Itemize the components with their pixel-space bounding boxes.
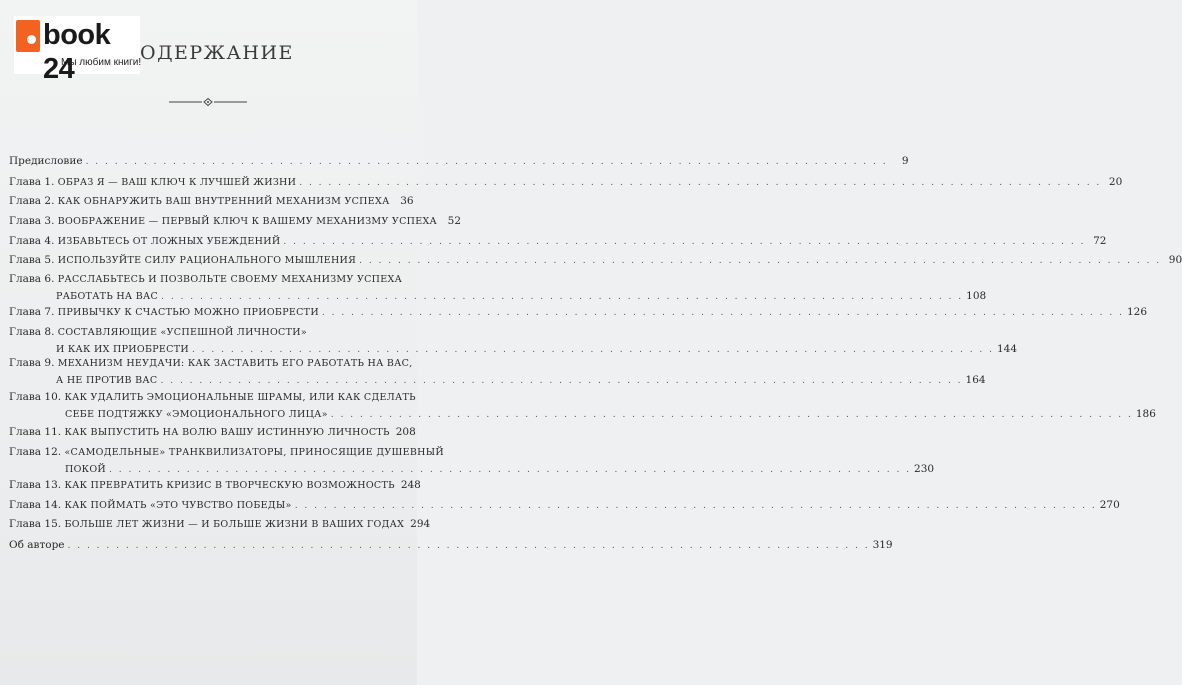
toc-label: Глава 6. [9, 273, 55, 285]
toc-line [9, 372, 986, 389]
toc-text [9, 444, 444, 461]
toc-leader-dots [331, 407, 1133, 424]
page-title: ОДЕРЖАНИЕ [140, 42, 294, 64]
toc-line [9, 233, 1107, 250]
toc-entry [9, 153, 909, 170]
toc-line [9, 153, 909, 170]
toc-text [9, 537, 65, 554]
toc-label: Глава 3. [9, 215, 55, 227]
toc-page-number: 9 [901, 155, 909, 167]
toc-chapter-title: «САМОДЕЛЬНЫЕ» ТРАНКВИЛИЗАТОРЫ, ПРИНОСЯЩИЕ ДУШЕВНЫЙ [64, 447, 444, 458]
toc-entry [9, 233, 1107, 250]
toc-page-number: 186 [1135, 408, 1156, 420]
toc-chapter-title-continued: СЕБЕ ПОДТЯЖКУ «ЭМОЦИОНАЛЬНОГО ЛИЦА» [65, 409, 328, 420]
toc-page-number: 90 [1168, 254, 1182, 266]
toc-line [9, 497, 1120, 514]
toc-line [9, 213, 462, 230]
toc-line [9, 271, 403, 288]
toc-line [9, 288, 987, 305]
toc-chapter-title: РАССЛАБЬТЕСЬ И ПОЗВОЛЬТЕ СВОЕМУ МЕХАНИЗМУ УСПЕХА [57, 274, 403, 285]
toc-text [9, 324, 307, 341]
toc-chapter-title: КАК ПРЕВРАТИТЬ КРИЗИС В ТВОРЧЕСКУЮ ВОЗМОЖНОСТЬ [64, 480, 395, 491]
toc-chapter-title: ПРИВЫЧКУ К СЧАСТЬЮ МОЖНО ПРИОБРЕСТИ [57, 307, 319, 318]
toc-line [9, 174, 1123, 191]
toc-text [9, 193, 390, 210]
toc-chapter-title-continued: ПОКОЙ [65, 464, 106, 475]
toc-chapter-title: БОЛЬШЕ ЛЕТ ЖИЗНИ — И БОЛЬШЕ ЖИЗНИ В ВАШИХ ГОДАХ [64, 519, 405, 530]
toc-label: Глава 8. [9, 326, 55, 338]
toc-label: Глава 7. [9, 306, 55, 318]
toc-entry [9, 537, 893, 554]
toc-chapter-title: ИЗБАВЬТЕСЬ ОТ ЛОЖНЫХ УБЕЖДЕНИЙ [57, 236, 281, 247]
toc-page-number: 248 [400, 479, 421, 491]
toc-text [9, 477, 395, 494]
toc-label: Глава 4. [9, 235, 55, 247]
toc-chapter-title: ВООБРАЖЕНИЕ — ПЕРВЫЙ КЛЮЧ К ВАШЕМУ МЕХАНИЗМУ УСПЕХА [57, 216, 438, 227]
toc-entry [9, 444, 935, 478]
toc-entry [9, 516, 431, 533]
toc-page-number: 126 [1126, 306, 1148, 318]
toc-text [9, 497, 292, 514]
toc-leader-dots [283, 234, 1085, 251]
toc-chapter-title: МЕХАНИЗМ НЕУДАЧИ: КАК ЗАСТАВИТЬ ЕГО РАБОТАТЬ НА ВАС, [57, 358, 413, 369]
toc-label: Глава 12. [9, 446, 62, 458]
toc-label: Глава 11. [9, 426, 62, 438]
toc-text [9, 424, 390, 441]
toc-chapter-title: КАК ПОЙМАТЬ «ЭТО ЧУВСТВО ПОБЕДЫ» [64, 500, 292, 511]
toc-page-number: 270 [1099, 499, 1120, 511]
toc-page-number: 208 [395, 426, 416, 438]
toc-text [9, 271, 402, 288]
toc-chapter-title-continued: А НЕ ПРОТИВ ВАС [56, 375, 158, 386]
toc-leader-dots [295, 498, 1097, 515]
toc-line [9, 193, 414, 210]
toc-label: Глава 14. [9, 499, 62, 511]
toc-label: Глава 5. [9, 254, 55, 266]
toc-line [9, 324, 389, 341]
toc-line [9, 389, 416, 406]
toc-leader-dots [299, 175, 1101, 192]
toc-line [9, 406, 1156, 423]
toc-text [9, 233, 280, 250]
toc-label: Глава 13. [9, 479, 62, 491]
toc-text [9, 174, 296, 191]
toc-chapter-title: СОСТАВЛЯЮЩИЕ «УСПЕШНОЙ ЛИЧНОСТИ» [57, 327, 307, 338]
toc-page-number: 164 [965, 374, 986, 386]
toc-page-number: 20 [1108, 176, 1123, 188]
toc-text [9, 304, 319, 321]
toc-label: Глава 9. [9, 357, 55, 369]
toc-page-number: 230 [914, 463, 935, 475]
toc-text [9, 252, 356, 269]
toc-leader-dots [161, 373, 963, 390]
toc-chapter-title: ОБРАЗ Я — ВАШ КЛЮЧ К ЛУЧШЕЙ ЖИЗНИ [57, 177, 297, 188]
toc-chapter-title: КАК ВЫПУСТИТЬ НА ВОЛЮ ВАШУ ИСТИННУЮ ЛИЧНОСТЬ [64, 427, 390, 438]
toc-leader-dots [86, 154, 888, 171]
toc-page-number: 294 [410, 518, 431, 530]
toc-chapter-title-continued: РАБОТАТЬ НА ВАС [56, 291, 159, 302]
toc-text [9, 355, 413, 372]
logo-brand: book 24 [43, 19, 111, 85]
toc-entry [9, 389, 1156, 423]
toc-line [9, 461, 935, 478]
toc-line [9, 424, 416, 441]
toc-leader-dots [68, 538, 870, 555]
toc-text [9, 213, 437, 230]
toc-chapter-title: КАК УДАЛИТЬ ЭМОЦИОНАЛЬНЫЕ ШРАМЫ, ИЛИ КАК СДЕЛАТЬ [64, 392, 416, 403]
toc-entry [9, 193, 414, 210]
toc-line [9, 537, 893, 554]
toc-text [9, 153, 83, 170]
toc-label: Глава 15. [9, 518, 62, 530]
toc-entry [9, 497, 1120, 514]
toc-page-number: 144 [997, 343, 1018, 355]
toc-label: Об авторе [9, 539, 65, 551]
toc-chapter-title: КАК ОБНАРУЖИТЬ ВАШ ВНУТРЕННИЙ МЕХАНИЗМ УСПЕХА [57, 196, 390, 207]
toc-leader-dots [322, 305, 1124, 322]
toc-line [9, 252, 1182, 269]
toc-entry [9, 355, 986, 389]
toc-page-number: 36 [400, 195, 414, 207]
toc-entry [9, 477, 421, 494]
toc-line [9, 516, 431, 533]
toc-text [9, 516, 404, 533]
toc-entry [9, 252, 1182, 269]
toc-label: Глава 10. [9, 391, 62, 403]
toc-line [9, 477, 421, 494]
toc-entry [9, 213, 462, 230]
toc-entry [9, 271, 987, 305]
toc-text [9, 389, 416, 406]
toc-page-number: 72 [1093, 235, 1107, 247]
toc-entry [9, 324, 1018, 358]
logo-tagline: Мы любим книги! [61, 57, 142, 68]
toc-entry [9, 424, 416, 441]
toc-page-number: 319 [872, 539, 893, 551]
toc-chapter-title: ИСПОЛЬЗУЙТЕ СИЛУ РАЦИОНАЛЬНОГО МЫШЛЕНИЯ [57, 255, 357, 266]
toc-leader-dots [359, 253, 1161, 270]
toc-line [9, 304, 1148, 321]
toc-line [9, 444, 444, 461]
toc-page-number: 52 [447, 215, 462, 227]
toc-entry [9, 174, 1123, 191]
toc-line [9, 355, 413, 372]
toc-label: Глава 1. [9, 176, 55, 188]
toc-entry [9, 304, 1148, 321]
toc-chapter-title-continued: И КАК ИХ ПРИОБРЕСТИ [56, 344, 189, 355]
toc-label: Предисловие [9, 155, 83, 167]
toc-label: Глава 2. [9, 195, 55, 207]
toc-page-number: 108 [966, 290, 987, 302]
